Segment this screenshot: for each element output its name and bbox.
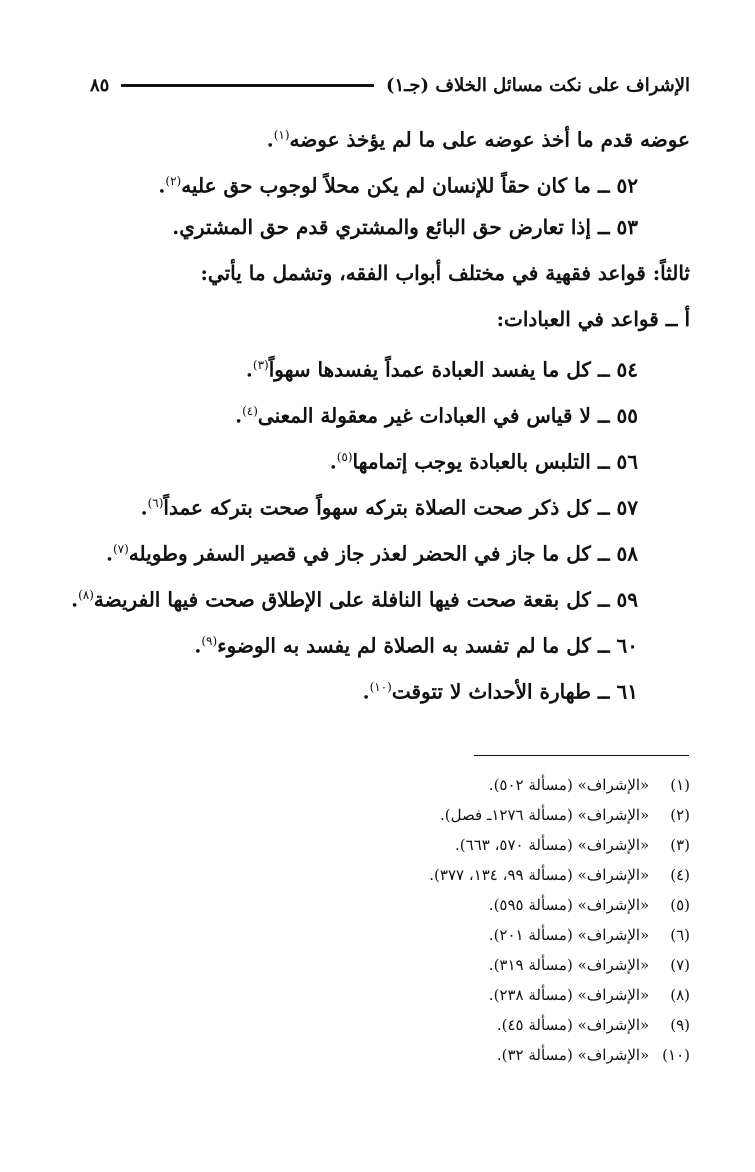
footnote-ref[interactable]: (١) [273, 128, 290, 142]
running-header [90, 70, 690, 100]
footnotes [200, 770, 690, 1070]
rule-line: ٦١ ــ طهارة الأحداث لا تتوقت$^{(١٠)}$. [362, 679, 638, 704]
footnote-text: «الإشراف» (مسألة ٢٠١). [488, 926, 650, 944]
footnote-number: (١٠) [662, 1046, 690, 1064]
footnote-number: (٣) [670, 836, 690, 854]
rule-line: ٥٦ ــ التلبس بالعبادة يوجب إتمامها$^{(٥)}$. [329, 449, 638, 474]
footnote-number: (٢) [670, 806, 690, 824]
footnote [200, 770, 690, 800]
footnote-ref[interactable]: (٣) [252, 358, 269, 372]
footnote-number: (١) [670, 776, 690, 794]
rule-line: ٥٨ ــ كل ما جاز في الحضر لعذر جاز في قصير السفر وطويله$^{(٧)}$. [106, 541, 638, 566]
footnote-number: (٧) [670, 956, 690, 974]
header-rule [121, 84, 374, 87]
footnote-ref[interactable]: (٧) [112, 542, 129, 556]
footnote-text: «الإشراف» (مسألة ٤٥). [496, 1016, 650, 1034]
footnote [200, 950, 690, 980]
footnote-number: (٨) [670, 986, 690, 1004]
footnote [200, 1040, 690, 1070]
rule-line: ٥٧ ــ كل ذكر صحت الصلاة بتركه سهواً صحت بتركه عمداً$^{(٦)}$. [140, 495, 638, 520]
main-text [70, 112, 690, 710]
footnote-ref[interactable]: (٩) [201, 634, 218, 648]
footnote-ref[interactable]: (١٠) [369, 680, 392, 694]
rule-line: ٥٤ ــ كل ما يفسد العبادة عمداً يفسدها سهواً$^{(٣)}$. [245, 357, 638, 382]
footnote [200, 1010, 690, 1040]
footnote-text: «الإشراف» (مسألة ٥٧٠، ٦٦٣). [455, 836, 650, 854]
footnote-ref[interactable]: (٨) [78, 588, 94, 602]
footnote-text: «الإشراف» (مسألة ٥٩٥). [488, 896, 650, 914]
footnote-ref[interactable]: (٥) [336, 450, 353, 464]
footnote-number: (٩) [670, 1016, 690, 1034]
footnote-text: «الإشراف» (مسألة ٣١٩). [488, 956, 650, 974]
footnote-text: «الإشراف» (مسألة ٣٢). [496, 1046, 650, 1064]
footnote-number: (٦) [670, 926, 690, 944]
page-number: ٨٥ [90, 74, 110, 96]
footnote [200, 860, 690, 890]
footnote-text: «الإشراف» (مسألة ٢٣٨). [488, 986, 650, 1004]
subsection-heading: أ ــ قواعد في العبادات: [496, 307, 690, 331]
footnote-number: (٥) [670, 896, 690, 914]
running-title: الإشراف على نكت مسائل الخلاف (جـ١) [385, 74, 690, 96]
rule-line: ٥٥ ــ لا قياس في العبادات غير معقولة المعنى$^{(٤)}$. [235, 403, 638, 428]
footnote [200, 830, 690, 860]
rule-line: ٥٣ ــ إذا تعارض حق البائع والمشتري قدم حق المشتري. [172, 215, 638, 239]
footnote [200, 920, 690, 950]
footnote-text: «الإشراف» (مسألة ١٢٧٦ـ فصل). [440, 806, 650, 824]
text-line: عوضه قدم ما أخذ عوضه على ما لم يؤخذ عوضه$^{(١)}$. [266, 127, 690, 152]
rule-line: ٥٩ ــ كل بقعة صحت فيها النافلة على الإطلاق صحت فيها الفريضة$^{(٨)}$. [71, 587, 638, 612]
footnote [200, 890, 690, 920]
rule-line: ٥٢ ــ ما كان حقاً للإنسان لم يكن محلاً لوجوب حق عليه$^{(٢)}$. [158, 173, 638, 198]
footnote-text: «الإشراف» (مسألة ٩٩، ١٣٤، ٣٧٧). [429, 866, 650, 884]
footnote-number: (٤) [670, 866, 690, 884]
footnote-ref[interactable]: (٦) [147, 496, 164, 510]
footnote-ref[interactable]: (٢) [165, 174, 182, 188]
footnote [200, 800, 690, 830]
footnote-text: «الإشراف» (مسألة ٥٠٢). [488, 776, 650, 794]
footnote-separator [474, 755, 689, 756]
footnote-ref[interactable]: (٤) [242, 404, 258, 418]
footnote [200, 980, 690, 1010]
section-heading: ثالثاً: قواعد فقهية في مختلف أبواب الفقه، وتشمل ما يأتي: [200, 261, 690, 285]
rule-line: ٦٠ ــ كل ما لم تفسد به الصلاة لم يفسد به الوضوء$^{(٩)}$. [194, 633, 638, 658]
